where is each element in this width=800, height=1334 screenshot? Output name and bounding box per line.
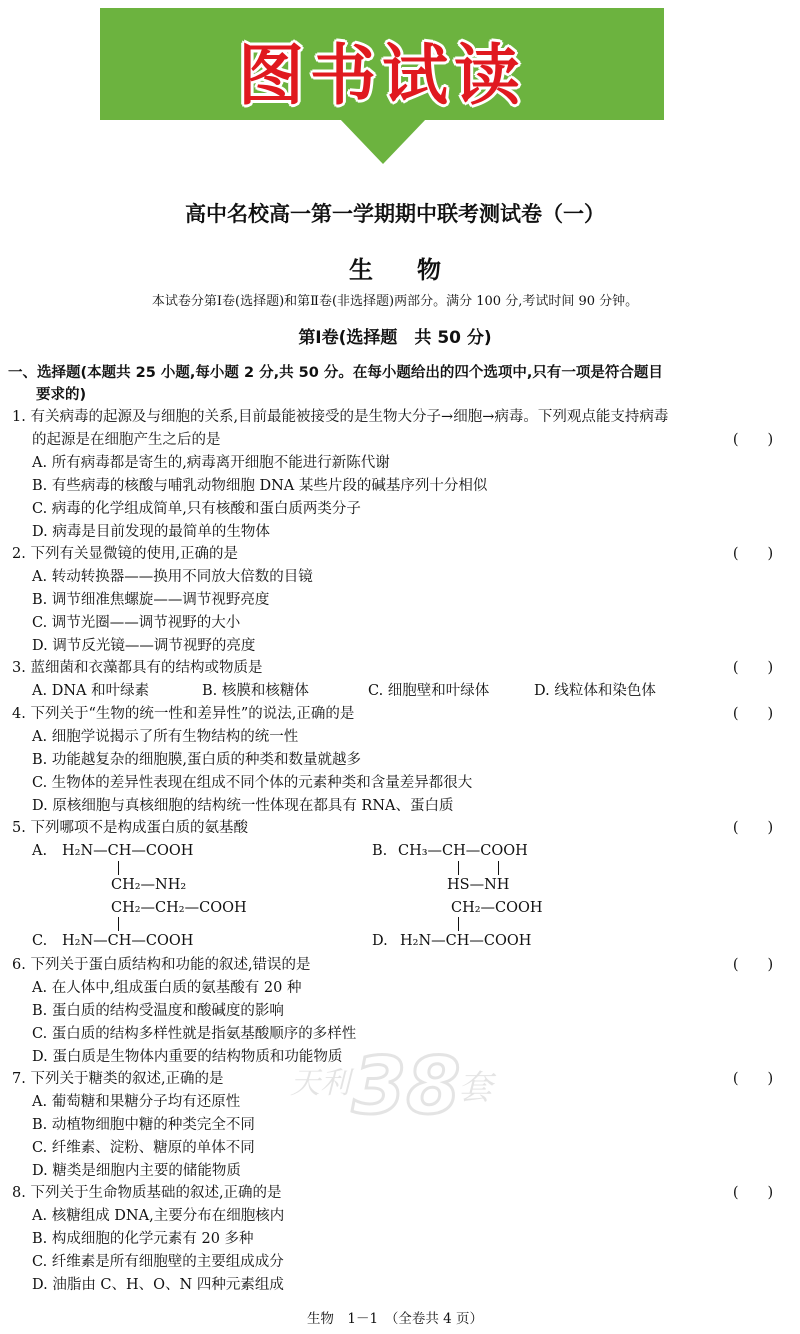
page-footer: 生物 1－1 （全卷共 4 页）: [306, 1311, 484, 1327]
option-c-side-chain: CH₂—CH₂—COOH: [111, 900, 247, 916]
section-heading-line1: 一、选择题(本题共 25 小题,每小题 2 分,共 50 分。在每小题给出的四个选项中,只有一项是符合题目: [8, 365, 663, 381]
banner-pointer: [339, 118, 427, 164]
answer-paren: ( ): [732, 820, 774, 836]
bond-line: [458, 861, 459, 875]
option-a-formula: H₂N—CH—COOH: [62, 843, 194, 859]
part-title: 第Ⅰ卷(选择题 共 50 分): [298, 328, 492, 348]
publisher-watermark-logo: [290, 1035, 520, 1125]
option-c-formula: H₂N—CH—COOH: [62, 933, 194, 949]
option-c: C. 纤维素是所有细胞壁的主要组成成分: [32, 1254, 284, 1270]
question-stem-cont: 的起源是在细胞产生之后的是: [32, 432, 221, 448]
option-d: D. 原核细胞与真核细胞的结构统一性体现在都具有 RNA、蛋白质: [32, 798, 454, 814]
option-d: D. 调节反光镜——调节视野的亮度: [32, 638, 256, 654]
question-stem: 3. 蓝细菌和衣藻都具有的结构或物质是: [12, 660, 263, 676]
subject-title: 生物: [349, 256, 485, 284]
option-b: B. 功能越复杂的细胞膜,蛋白质的种类和数量就越多: [32, 752, 361, 768]
option-a: A. 所有病毒都是寄生的,病毒离开细胞不能进行新陈代谢: [32, 455, 390, 471]
option-d: D. 糖类是细胞内主要的储能物质: [32, 1163, 241, 1179]
question-stem: 7. 下列关于糖类的叙述,正确的是: [12, 1071, 224, 1087]
svg-text:天利: 天利: [290, 1066, 350, 1101]
option-c: C. 病毒的化学组成简单,只有核酸和蛋白质两类分子: [32, 501, 361, 517]
option-a: A. 核糖组成 DNA,主要分布在细胞核内: [32, 1208, 285, 1224]
answer-paren: ( ): [732, 1071, 774, 1087]
option-d-side-chain: CH₂—COOH: [451, 900, 543, 916]
section-heading: [8, 362, 778, 406]
answer-paren: ( ): [732, 706, 774, 722]
section-heading-line2: 要求的): [36, 387, 87, 403]
option-b: B. 调节细准焦螺旋——调节视野亮度: [32, 592, 270, 608]
option-c: C. 生物体的差异性表现在组成不同个体的元素种类和含量差异都很大: [32, 775, 473, 791]
bond-line: [458, 917, 459, 931]
option-d: D. 病毒是目前发现的最简单的生物体: [32, 524, 270, 540]
question-stem: 6. 下列关于蛋白质结构和功能的叙述,错误的是: [12, 957, 311, 973]
option-c: C. 调节光圈——调节视野的大小: [32, 615, 241, 631]
question-stem: 8. 下列关于生命物质基础的叙述,正确的是: [12, 1185, 282, 1201]
banner-text: 图书试读: [238, 37, 526, 114]
question-stem: 2. 下列有关显微镜的使用,正确的是: [12, 546, 239, 562]
option-d-formula: H₂N—CH—COOH: [400, 933, 532, 949]
answer-paren: ( ): [732, 660, 774, 676]
answer-paren: ( ): [732, 957, 774, 973]
option-b: B. 核膜和核糖体: [202, 683, 309, 699]
option-a: A. 在人体中,组成蛋白质的氨基酸有 20 种: [32, 980, 302, 996]
question-stem: 1. 有关病毒的起源及与细胞的关系,目前最能被接受的是生物大分子→细胞→病毒。下列观点能支持病毒: [12, 409, 669, 425]
answer-paren: ( ): [732, 546, 774, 562]
bond-line: [498, 861, 499, 875]
option-a: A. 葡萄糖和果糖分子均有还原性: [32, 1094, 241, 1110]
question-2: [12, 543, 778, 658]
question-8: [12, 1182, 778, 1297]
option-d: D. 蛋白质是生物体内重要的结构物质和功能物质: [32, 1049, 343, 1065]
option-b: B. 蛋白质的结构受温度和酸碱度的影响: [32, 1003, 284, 1019]
option-d: D. 线粒体和染色体: [534, 683, 656, 699]
option-b-label: B.: [372, 843, 388, 859]
question-4: [12, 703, 778, 818]
svg-text:套: 套: [458, 1068, 492, 1108]
bond-line: [118, 917, 119, 931]
bond-line: [118, 861, 119, 875]
option-b: B. 构成细胞的化学元素有 20 多种: [32, 1231, 254, 1247]
question-5: [12, 817, 778, 840]
option-d-label: D.: [372, 933, 388, 949]
option-a: A. DNA 和叶绿素: [32, 683, 150, 699]
option-a-label: A.: [32, 843, 48, 859]
option-c: C. 细胞壁和叶绿体: [368, 683, 490, 699]
option-d: D. 油脂由 C、H、O、N 四种元素组成: [32, 1277, 284, 1293]
answer-paren: ( ): [732, 432, 774, 448]
exam-title: 高中名校高一第一学期期中联考测试卷（一）: [185, 202, 605, 226]
option-a-side-chain: CH₂—NH₂: [111, 877, 187, 893]
question-stem: 5. 下列哪项不是构成蛋白质的氨基酸: [12, 820, 248, 836]
option-c: C. 纤维素、淀粉、糖原的单体不同: [32, 1140, 255, 1156]
option-b: B. 动植物细胞中糖的种类完全不同: [32, 1117, 255, 1133]
question-3: [12, 657, 778, 703]
question-stem: 4. 下列关于“生物的统一性和差异性”的说法,正确的是: [12, 706, 355, 722]
option-b-side-chain: HS—NH: [447, 877, 510, 893]
exam-intro: 本试卷分第Ⅰ卷(选择题)和第Ⅱ卷(非选择题)两部分。满分 100 分,考试时间 90 分钟。: [151, 294, 639, 309]
option-a: A. 转动转换器——换用不同放大倍数的目镜: [32, 569, 313, 585]
answer-paren: ( ): [732, 1185, 774, 1201]
option-b-formula: CH₃—CH—COOH: [398, 843, 528, 859]
option-a: A. 细胞学说揭示了所有生物结构的统一性: [32, 729, 299, 745]
option-b: B. 有些病毒的核酸与哺乳动物细胞 DNA 某些片段的碱基序列十分相似: [32, 478, 488, 494]
option-c-label: C.: [32, 933, 48, 949]
option-c: C. 蛋白质的结构多样性就是指氨基酸顺序的多样性: [32, 1026, 357, 1042]
svg-text:38: 38: [352, 1042, 461, 1125]
trial-reading-banner: [100, 8, 664, 120]
question-1: [12, 406, 778, 544]
